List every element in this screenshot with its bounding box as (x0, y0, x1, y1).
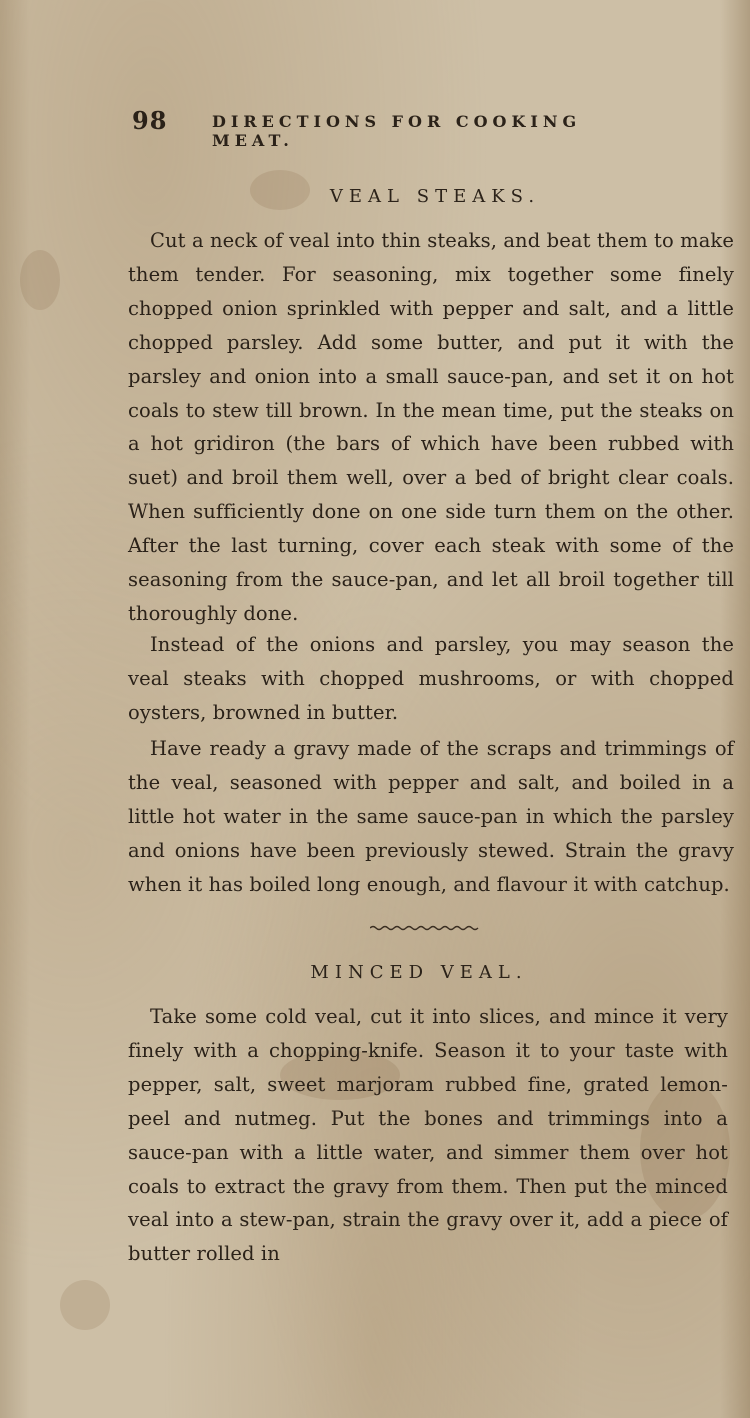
paper-stain (60, 1280, 110, 1330)
paragraph-text: Have ready a gravy made of the scraps and trimmings of the veal, seasoned with pepper and salt, and boiled in a little hot water in the same sauce-pan in which the parsley and onions have been previously stewed. Strain the gravy when it has boiled long enough, and flavour it with catchup. (128, 737, 734, 896)
running-title: DIRECTIONS FOR COOKING MEAT. (212, 112, 582, 150)
paper-stain (20, 250, 60, 310)
paragraph-veal-steaks-gravy (128, 732, 734, 902)
paragraph-veal-steaks-alternative (128, 628, 734, 730)
paragraph-veal-steaks-method (128, 224, 734, 631)
ornamental-divider (370, 924, 482, 932)
paragraph-minced-veal-method (128, 1000, 728, 1271)
paragraph-text: Take some cold veal, cut it into slices, and mince it very finely with a chopping-knife. Season it to your taste with pepper, salt, sweet marjoram rubbed fine, grated lemon-peel and nutmeg. Put the bones and trimmings into a sauce-pan with a little water, and simmer them over hot coals to extract the gravy from them. Then put the minced veal into a stew-pan, strain the gravy over it, add a piece of butter rolled in (128, 1005, 728, 1266)
paragraph-text: Cut a neck of veal into thin steaks, and beat them to make them tender. For seasoning, mix together some finely chopped onion sprinkled with pepper and salt, and a little chopped parsley. Add some butter, and put it with the parsley and onion into a small sauce-pan, and set it on hot coals to stew till brown. In the mean time, put the steaks on a hot gridiron (the bars of which have been rubbed with suet) and broil them well, over a bed of bright clear coals. When sufficiently done on one side turn them on the other. After the last turning, cover each steak with some of the seasoning from the sauce-pan, and let all broil together till thoroughly done. (128, 229, 734, 625)
paragraph-text: Instead of the onions and parsley, you may season the veal steaks with chopped mushrooms, or with chopped oysters, browned in butter. (128, 633, 734, 724)
section-heading-veal-steaks: VEAL STEAKS. (329, 186, 541, 207)
section-heading-minced-veal: MINCED VEAL. (310, 962, 528, 983)
page-number: 98 (132, 106, 168, 135)
running-head (132, 104, 672, 150)
